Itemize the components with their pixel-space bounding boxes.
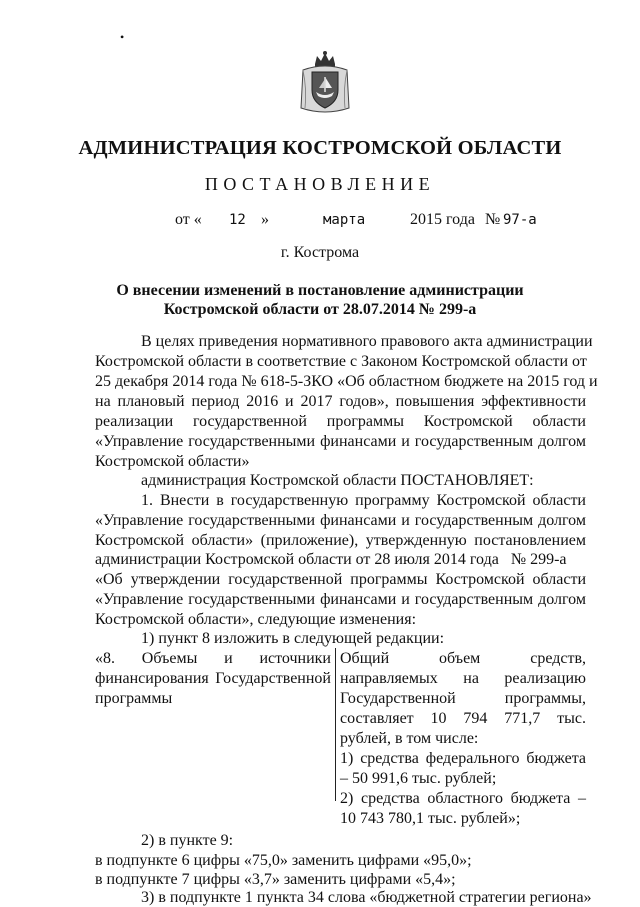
preamble-line: Костромской области» — [95, 453, 250, 470]
stray-mark: • — [120, 30, 125, 44]
preamble-line: Костромской области в соответствие с Законом Костромской области от — [95, 353, 587, 370]
item1-line: «Управление государственными финансами и государственным долгом — [95, 512, 586, 529]
subject-line: Костромской области от 28.07.2014 № 299-а — [163, 301, 477, 318]
table-left-line: программы — [95, 690, 173, 707]
table-right-line: – 50 991,6 тыс. рублей; — [340, 770, 497, 787]
document-subject — [60, 281, 580, 319]
item1-line: Костромской области», следующие изменения: — [95, 611, 417, 628]
date-year: 2015 года — [410, 211, 475, 228]
table-right-line: составляет 10 794 771,7 тыс. — [340, 710, 586, 727]
table-right-line: 10 743 780,1 тыс. рублей»; — [340, 810, 521, 827]
subitem2-detail-line: в подпункте 7 цифры «3,7» заменить цифрами «5,4»; — [95, 871, 456, 888]
table-left-line: финансирования Государственной — [95, 670, 331, 687]
item1-line: администрации Костромской области от 28 июля 2014 года № 299-а — [95, 551, 567, 568]
table-right-line: 2) средства областного бюджета – — [340, 790, 586, 807]
organization-title: АДМИНИСТРАЦИЯ КОСТРОМСКОЙ ОБЛАСТИ — [78, 137, 562, 159]
date-quote-close: » — [261, 211, 269, 228]
table-right-line: Общий объем средств, — [340, 650, 586, 667]
table-right-line: направляемых на реализацию — [340, 670, 586, 687]
preamble-line: на плановый период 2016 и 2017 годов», повышения эффективности — [95, 393, 586, 410]
preamble-line: 25 декабря 2014 года № 618-5-ЗКО «Об областном бюджете на 2015 год и — [95, 373, 598, 390]
table-left-line: «8. Объемы и источники — [95, 650, 331, 667]
subject-line: О внесении изменений в постановление администрации — [116, 282, 524, 299]
number-sign: № — [485, 211, 501, 228]
date-prefix: от « — [175, 211, 202, 228]
document-number: 97-а — [503, 212, 537, 228]
table-right-line: 1) средства федерального бюджета — [340, 750, 586, 767]
table-divider — [335, 648, 336, 801]
table-right-line: Государственной программы, — [340, 690, 586, 707]
item1-line: 1. Внести в государственную программу Костромской области — [141, 492, 586, 509]
subitem1-line: 1) пункт 8 изложить в следующей редакции: — [141, 630, 445, 647]
date-month: марта — [323, 212, 366, 228]
document-type: ПОСТАНОВЛЕНИЕ — [204, 174, 436, 194]
item1-line: «Управление государственными финансами и государственным долгом — [95, 591, 586, 608]
subitem2-line: 2) в пункте 9: — [141, 832, 234, 849]
subitem3-line: 3) в подпункте 1 пункта 34 слова «бюджетной стратегии региона» — [141, 889, 592, 906]
coat-of-arms-icon — [297, 50, 353, 116]
preamble-line: В целях приведения нормативного правового акта администрации — [141, 333, 593, 350]
date-day: 12 — [229, 212, 246, 228]
table-right-line: рублей, в том числе: — [340, 730, 479, 747]
preamble-line: «Управление государственными финансами и государственным долгом — [95, 433, 586, 450]
city: г. Кострома — [280, 244, 360, 261]
subitem2-detail-line: в подпункте 6 цифры «75,0» заменить цифрами «95,0»; — [95, 852, 472, 869]
resolves-line: администрация Костромской области ПОСТАНОВЛЯЕТ: — [141, 472, 534, 489]
item1-line: «Об утверждении государственной программы Костромской области — [95, 571, 586, 588]
item1-line: Костромской области» (приложение), утвержденную постановлением — [95, 532, 586, 549]
preamble-line: реализации государственной программы Костромской области — [95, 413, 586, 430]
